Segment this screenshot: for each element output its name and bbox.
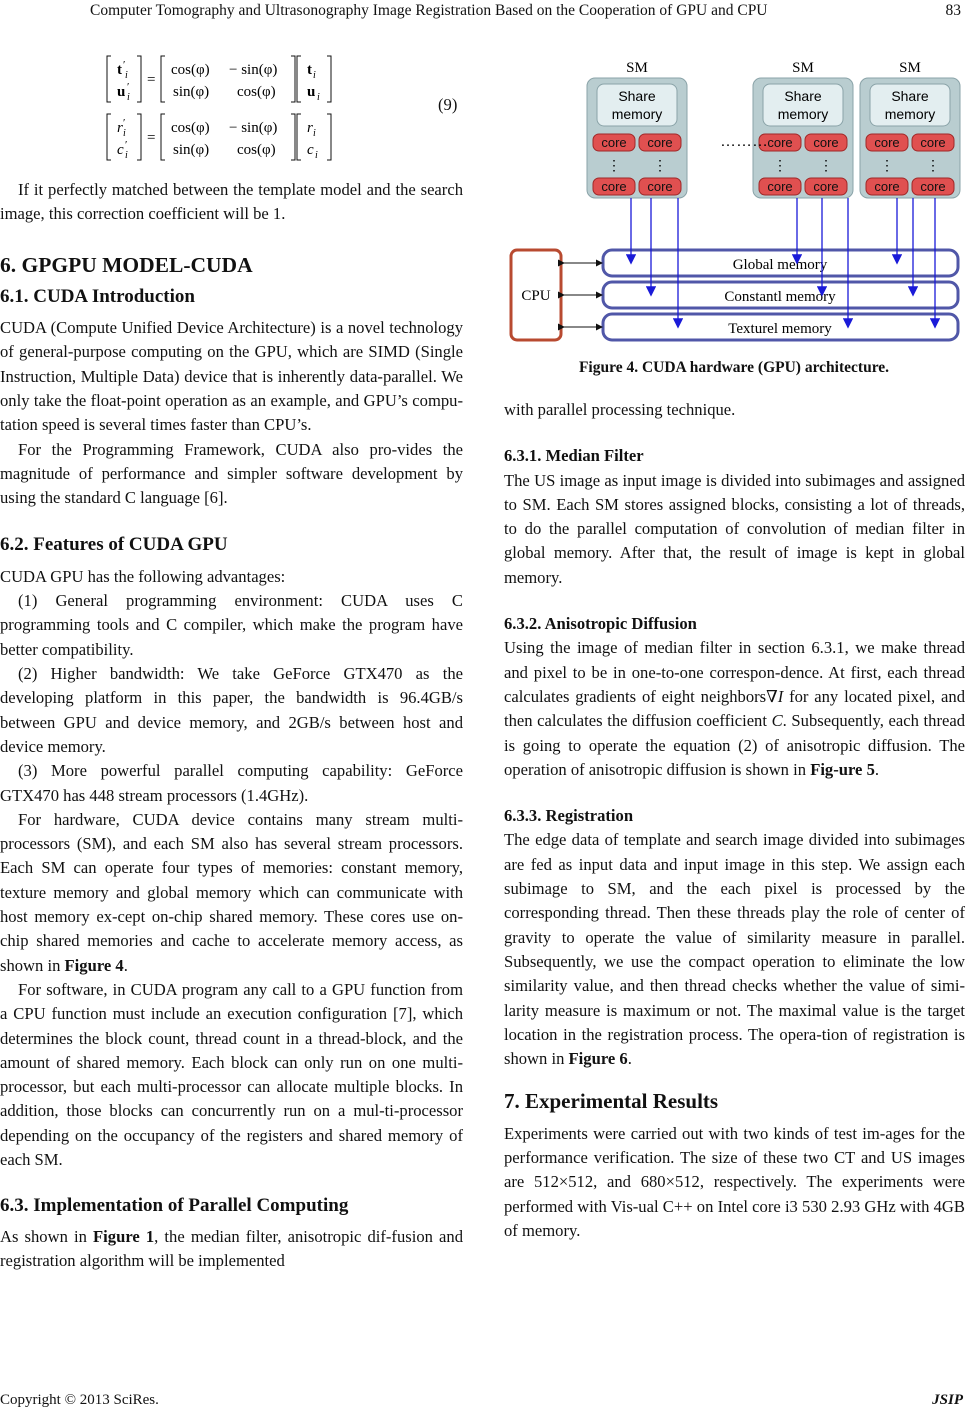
paragraph: If it perfectly matched between the template model and the search image, this correction coefficient will be 1. xyxy=(0,180,463,224)
svg-text:i: i xyxy=(127,92,130,103)
svg-text:u: u xyxy=(307,84,316,100)
figure-reference[interactable]: Figure 1 xyxy=(93,1226,155,1246)
svg-text:− sin(φ): − sin(φ) xyxy=(229,120,278,136)
svg-text:sin(φ): sin(φ) xyxy=(173,84,210,100)
paragraph: The US image as input image is divided into subimages and assigned to SM. Each SM stores assigned blocks, consisting a lot of threads, to do the parallel computation of convolution of median filter in global memory. After that, the result of image is kept in global memory. xyxy=(504,470,965,587)
svg-text:c: c xyxy=(117,142,124,158)
constant-memory-bar xyxy=(603,282,958,308)
section-heading-6-3-2: 6.3.2. Anisotropic Diffusion xyxy=(504,614,697,634)
svg-text:t: t xyxy=(117,62,122,78)
page-header xyxy=(0,0,967,22)
paragraph: Experiments were carried out with two kinds of test im-ages for the performance verification. The size of these two CT and US images are 512×512, and 680×512, respectively. The experiments were performed with Vis-ual C++ on Intel core i3 530 2.93 GHz with 4GB of memory. xyxy=(504,1123,965,1240)
svg-text:i: i xyxy=(125,70,128,81)
sm-ellipsis: ……… xyxy=(720,133,768,150)
svg-text:core: core xyxy=(767,179,793,194)
svg-text:CPU: CPU xyxy=(521,288,551,304)
svg-text:c: c xyxy=(307,142,314,158)
svg-text:Constantl memory: Constantl memory xyxy=(724,289,836,305)
svg-text:core: core xyxy=(647,135,673,150)
section-heading-6-3-3: 6.3.3. Registration xyxy=(504,806,634,826)
svg-text:i: i xyxy=(123,128,126,139)
paragraph: For software, in CUDA program any call to a GPU function from a CPU function must include an execution configuration [7], which determines the block count, thread count in a thread-block, and the amount of shared memory. Each block can only run on one multi-processor, but each multi-processor can allocate multiple blocks. In addition, those blocks can concurrently run on a mul-ti-processor depending on the occupancy of the registers and shared memory of each SM. xyxy=(0,979,463,1169)
svg-text:⋮: ⋮ xyxy=(880,157,894,173)
svg-text:sin(φ): sin(φ) xyxy=(173,142,210,158)
svg-text:i: i xyxy=(317,92,320,103)
left-column xyxy=(0,38,463,1273)
svg-text:Share: Share xyxy=(891,88,929,104)
svg-text:cos(φ): cos(φ) xyxy=(237,142,276,158)
paragraph: As shown in Figure 1, the median filter, anisotropic dif-fusion and registration algorithm will be implemented xyxy=(0,1226,463,1270)
svg-text:i: i xyxy=(313,128,316,139)
journal-name: JSIP xyxy=(932,1392,963,1408)
paragraph: The edge data of template and search image divided into subimages are fed as input data and input image in this step. We assign each subimage to SM, and the each pixel is processed by the corresponding thread. Then these threads play the role of center of gravity to operate the value of similarity measure in parallel. Subsequently, we use the compact operation to eliminate the low similarity value, and then thread checks whether the value of simi-larity measure is maximum or not. The maximal value is the target location in the registration process. The opera-tion of registration is shown in Figure 6. xyxy=(504,830,965,1069)
paragraph: Using the image of median filter in section 6.3.1, we make thread and pixel to be in one-to-one correspon-dence. At first, each thread calculates gradients of eight neighbors∇I for any located pixel, and then calculates the diffusion coefficient C. Subsequently, each thread is going to operate the equation (2) of anisotropic diffusion. The operation of anisotropic diffusion is shown in Fig-ure 5. xyxy=(504,638,966,779)
global-memory-bar xyxy=(603,250,958,276)
sm-label: SM xyxy=(899,60,921,76)
svg-text:core: core xyxy=(920,179,946,194)
svg-text:memory: memory xyxy=(611,106,663,122)
list-item: (3) More powerful parallel computing capability: GeForce GTX470 has 448 stream processors (1.4GHz). xyxy=(0,761,463,805)
svg-text:core: core xyxy=(601,179,627,194)
paragraph: For the Programming Framework, CUDA also pro-vides the magnitude of performance and simpler software development by using the standard C language [6]. xyxy=(0,439,463,508)
sm-label: SM xyxy=(626,60,648,76)
copyright: Copyright © 2013 SciRes. xyxy=(0,1392,159,1408)
svg-text:r: r xyxy=(307,120,313,136)
svg-text:core: core xyxy=(874,135,900,150)
svg-text:cos(φ): cos(φ) xyxy=(171,62,210,78)
svg-text:⋮: ⋮ xyxy=(607,157,621,173)
sm-blocks xyxy=(587,60,960,198)
svg-text:cos(φ): cos(φ) xyxy=(171,120,210,136)
section-heading-6-1: 6.1. CUDA Introduction xyxy=(0,285,195,307)
paragraph: For hardware, CUDA device contains many stream multi-processors (SM), and each SM also has several stream processors. Each SM can operate four types of memories: constant memory, texture memory and global memory which can communicate with host memory ex-cept on-chip shared memory. These cores use on-chip shared memories and cache to accelerate memory access, as shown in Figure 4. xyxy=(0,809,463,975)
svg-text:′: ′ xyxy=(127,81,130,93)
svg-text:⋮: ⋮ xyxy=(773,157,787,173)
svg-text:u: u xyxy=(117,84,126,100)
svg-text:Global memory: Global memory xyxy=(732,257,828,273)
equation-number: (9) xyxy=(438,95,458,114)
svg-text:=: = xyxy=(147,72,156,88)
sm-label: SM xyxy=(792,60,814,76)
running-title: Computer Tomography and Ultrasonography Image Registration Based on the Cooperation of GPU and CPU xyxy=(90,2,768,19)
svg-text:core: core xyxy=(647,179,673,194)
svg-text:=: = xyxy=(147,130,156,146)
svg-text:memory: memory xyxy=(884,106,936,122)
sm-block xyxy=(587,60,687,198)
figure-reference[interactable]: Figure 6 xyxy=(568,1049,628,1069)
svg-text:⋮: ⋮ xyxy=(819,157,833,173)
svg-text:i: i xyxy=(315,150,318,161)
svg-text:i: i xyxy=(125,150,128,161)
matrix-eq-1 xyxy=(107,56,331,103)
svg-text:r: r xyxy=(117,120,123,136)
svg-text:Texturel memory: Texturel memory xyxy=(728,321,832,337)
paragraph: CUDA GPU has the following advantages: xyxy=(0,566,286,586)
svg-text:core: core xyxy=(767,135,793,150)
figure-reference[interactable]: Fig-ure 5 xyxy=(810,759,875,779)
svg-text:core: core xyxy=(874,179,900,194)
section-heading-6-3: 6.3. Implementation of Parallel Computing xyxy=(0,1195,349,1217)
svg-text:′: ′ xyxy=(123,117,126,129)
figure-reference[interactable]: Figure 4 xyxy=(64,955,124,975)
paragraph: CUDA (Compute Unified Device Architecture) is a novel technology of general-purpose computing on the GPU, which are SIMD (Single Instruction, Multiple Data) device that is inherently data-parallel. We only take the float-point operation as an example, and GPU’s compu-tation speed is several times faster than CPU’s. xyxy=(0,318,463,435)
section-heading-6-3-1: 6.3.1. Median Filter xyxy=(504,446,644,466)
svg-text:cos(φ): cos(φ) xyxy=(237,84,276,100)
section-heading-6: 6. GPGPU MODEL-CUDA xyxy=(0,252,253,277)
matrix-eq-2 xyxy=(107,114,331,161)
svg-text:Share: Share xyxy=(784,88,822,104)
svg-text:⋮: ⋮ xyxy=(926,157,940,173)
list-item: (1) General programming environment: CUDA uses C programming tools and C compiler, which make the program have better compatibility. xyxy=(0,591,463,659)
figure-4 xyxy=(505,40,965,360)
equation-9 xyxy=(0,38,463,170)
svg-text:t: t xyxy=(307,62,312,78)
svg-text:core: core xyxy=(920,135,946,150)
sm-block xyxy=(753,60,853,198)
figure-caption: Figure 4. CUDA hardware (GPU) architecture. xyxy=(578,359,890,376)
svg-text:core: core xyxy=(601,135,627,150)
svg-text:core: core xyxy=(813,135,839,150)
svg-text:core: core xyxy=(813,179,839,194)
cpu-box xyxy=(511,250,561,340)
svg-text:⋮: ⋮ xyxy=(653,157,667,173)
texture-memory-bar xyxy=(603,314,958,340)
svg-text:− sin(φ): − sin(φ) xyxy=(229,62,278,78)
right-column xyxy=(504,398,965,1243)
page-number: 83 xyxy=(945,2,961,19)
svg-text:′: ′ xyxy=(123,59,126,71)
svg-text:′: ′ xyxy=(125,139,128,151)
section-heading-7: 7. Experimental Results xyxy=(504,1089,719,1114)
list-item: (2) Higher bandwidth: We take GeForce GTX470 as the developing platform in this paper, the bandwidth is 96.4GB/s between GPU and device memory, and 2GB/s between host and device memory. xyxy=(0,664,463,756)
sm-block xyxy=(860,60,960,198)
svg-text:Share: Share xyxy=(618,88,656,104)
svg-text:i: i xyxy=(313,70,316,81)
svg-text:memory: memory xyxy=(777,106,829,122)
paragraph: with parallel processing technique. xyxy=(504,400,736,419)
section-heading-6-2: 6.2. Features of CUDA GPU xyxy=(0,533,228,555)
